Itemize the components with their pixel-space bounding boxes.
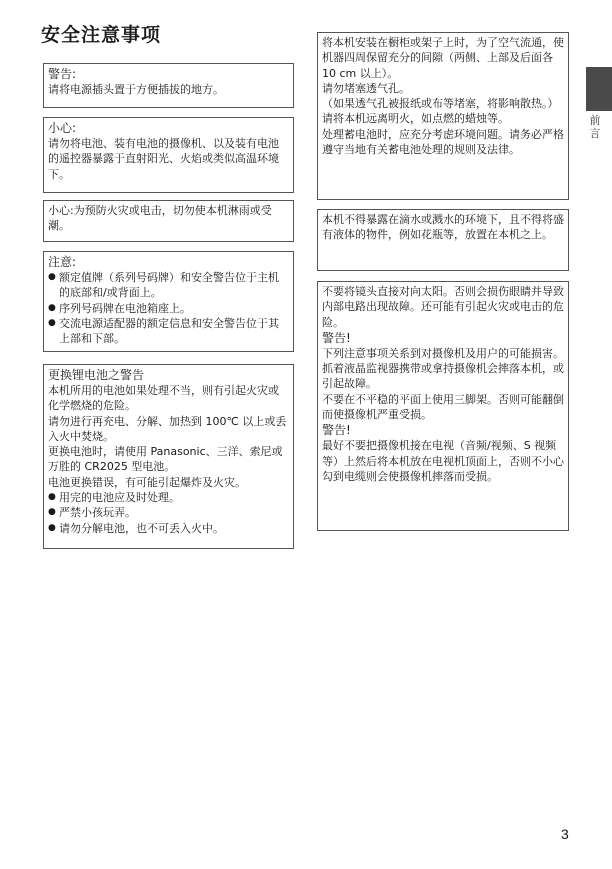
warning-label: 警告!: [322, 423, 351, 438]
water-text: 本机不得暴露在滴水或溅水的环境下，且不得将盛有液体的物件，例如花瓶等，放置在本机之上。: [322, 213, 564, 242]
lens-line: 最好不要把摄像机接在电视（音频/视频、S 视频等）上然后将本机放在电视机顶面上，否则不小心勾到电缆则会使摄像机摔落而受损。: [322, 439, 564, 483]
battery-warning-box: [43, 364, 294, 549]
installation-line: 请勿堵塞透气孔。: [322, 81, 410, 95]
moisture-caution-box: [43, 200, 294, 242]
chapter-tab: [586, 67, 612, 111]
page-number: 3: [561, 826, 569, 842]
installation-line: 请将本机远离明火，如点燃的蜡烛等。: [322, 112, 509, 126]
installation-box: [317, 32, 569, 200]
list-item: ● 额定值牌（系列号码牌）和安全警告位于主机的底部和/或背面上。: [48, 270, 289, 301]
caution-text: 请勿将电池、装有电池的摄像机、以及装有电池的遥控器暴露于直射阳光、火焰或类似高温环境下。: [48, 137, 279, 181]
battery-line: 本机所用的电池如果处理不当，则有引起火灾或化学燃烧的危险。: [48, 384, 279, 413]
water-box: [317, 209, 569, 271]
battery-list: [48, 490, 289, 536]
list-item: ● 严禁小孩玩弄。: [48, 505, 289, 520]
warning-text: 请将电源插头置于方便插拔的地方。: [48, 83, 224, 96]
installation-line: 将本机安装在橱柜或架子上时，为了空气流通，使机器四周保留充分的间隙（两侧、上部及后面各 10 cm 以上）。: [322, 36, 564, 80]
lens-line: 不要将镜头直接对向太阳。否则会损伤眼睛并导致内部电路出现故障。还可能有引起火灾或电击的危险。: [322, 285, 564, 329]
installation-line: （如果透气孔被报纸或布等堵塞，将影响散热。）: [322, 97, 559, 111]
page-title: 安全注意事项: [41, 24, 162, 46]
lens-warning-box: [317, 281, 569, 531]
battery-warning-heading: 更换锂电池之警告: [48, 368, 145, 382]
notice-heading: 注意:: [48, 255, 77, 269]
warning-heading: 警告:: [48, 67, 77, 81]
list-item: ● 序列号码牌在电池箱座上。: [48, 301, 289, 316]
notice-box: [43, 251, 294, 352]
caution-heading: 小心:: [48, 121, 77, 135]
list-item: ● 请勿分解电池，也不可丢入火中。: [48, 521, 289, 536]
warning-box: [43, 63, 294, 108]
installation-line: 处理蓄电池时，应充分考虑环境问题。请务必严格遵守当地有关蓄电池处理的规则及法律。: [322, 127, 564, 157]
list-item: ● 用完的电池应及时处理。: [48, 490, 289, 505]
lens-line: 下列注意事项关系到对摄像机及用户的可能损害。: [322, 346, 564, 360]
list-item: ● 交流电源适配器的额定信息和安全警告位于其上部和下部。: [48, 316, 289, 347]
battery-line: 请勿进行再充电、分解、加热到 100℃ 以上或丢入火中焚烧。: [48, 414, 287, 443]
lens-line: 抓着液晶监视器携带或拿持摄像机会摔落本机，或引起故障。: [322, 362, 564, 391]
warning-label: 警告!: [322, 330, 351, 345]
caution-box: [43, 117, 294, 193]
lens-line: 不要在不平稳的平面上使用三脚架。否则可能翻倒而使摄像机严重受损。: [322, 392, 564, 422]
moisture-caution-text: 小心:为预防火灾或电击，切勿使本机淋雨或受潮。: [48, 204, 272, 233]
chapter-tab-label: 前言: [589, 114, 601, 140]
battery-line: 电池更换错误，有可能引起爆炸及火灾。: [48, 475, 246, 489]
battery-line: 更换电池时，请使用 Panasonic、三洋、索尼或万胜的 CR2025 型电池。: [48, 445, 283, 474]
notice-list: [48, 270, 289, 346]
